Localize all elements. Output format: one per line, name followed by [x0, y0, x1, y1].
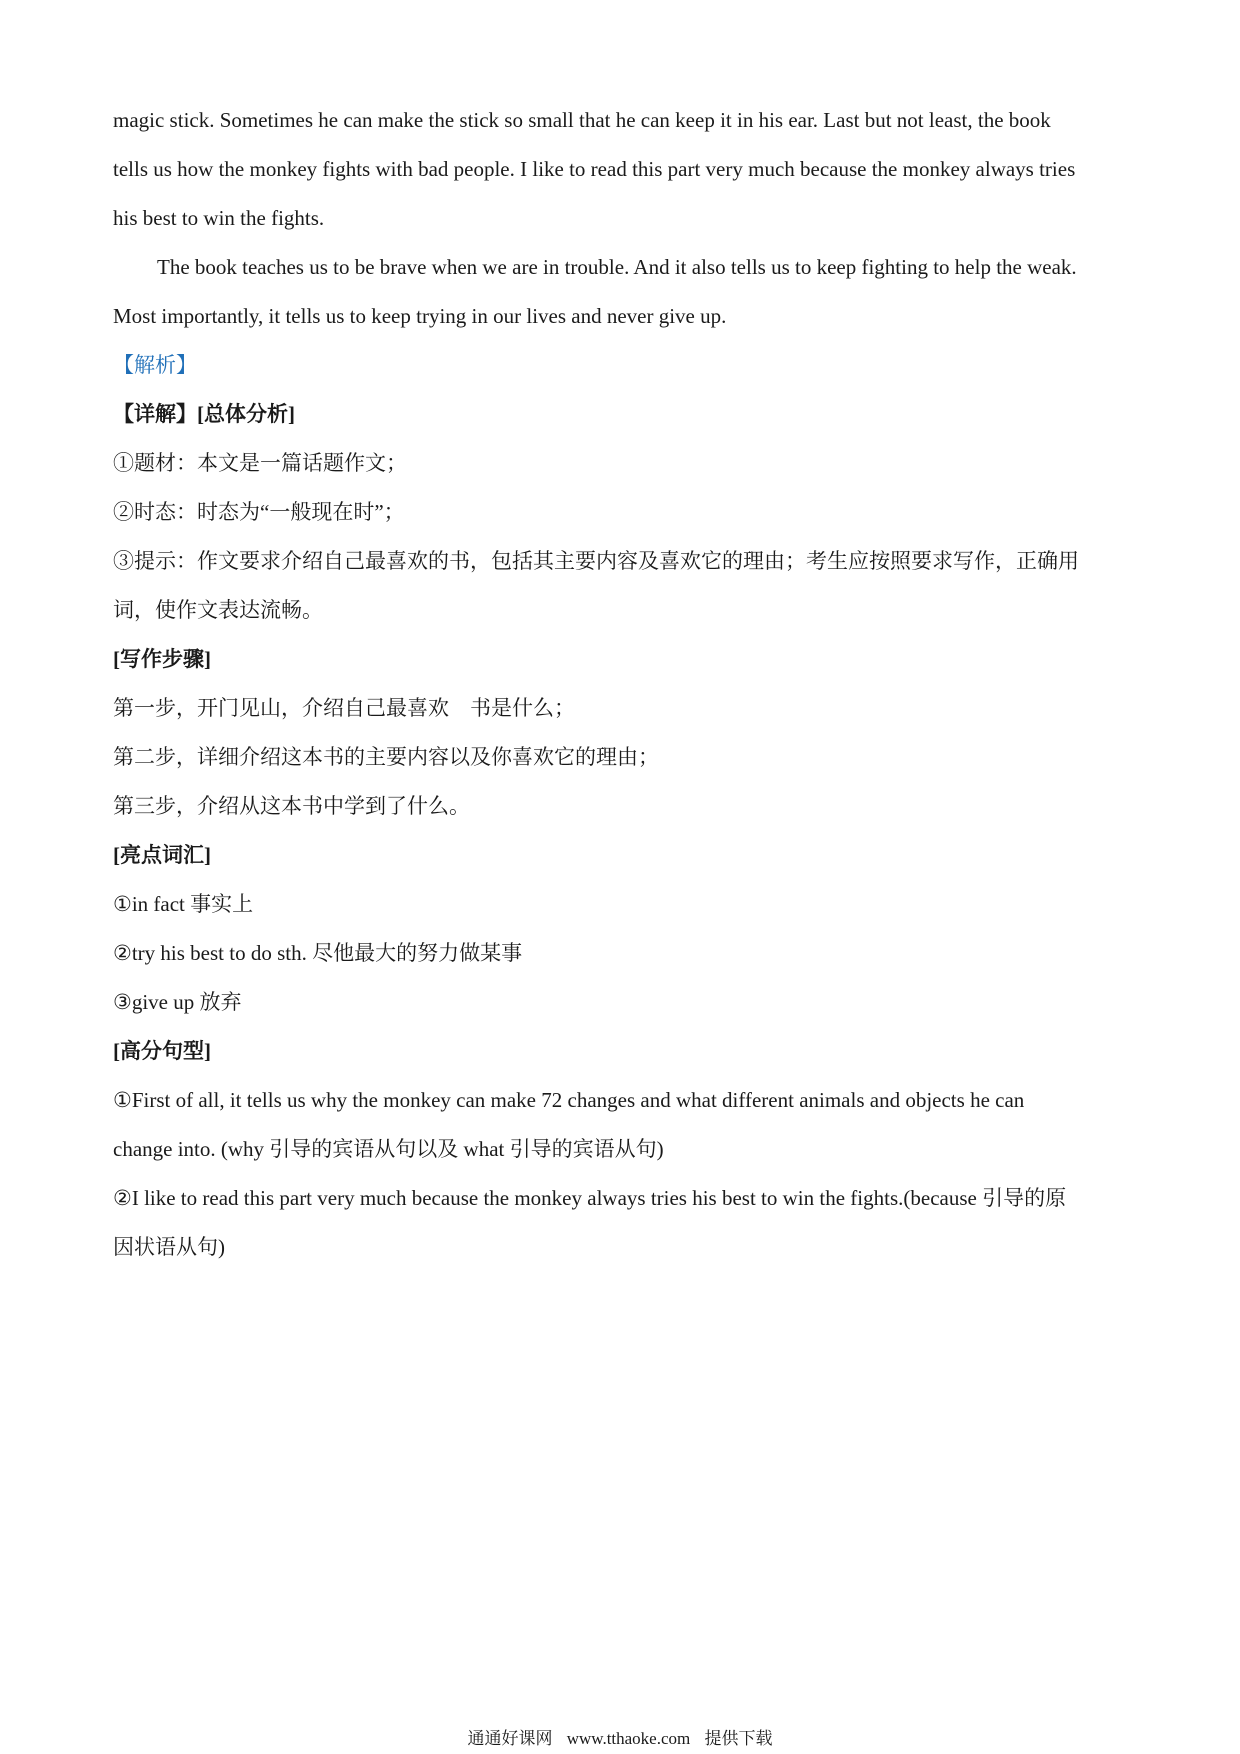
step-item: 第二步，详细介绍这本书的主要内容以及你喜欢它的理由； [113, 745, 659, 769]
overview-item: 词，使作文表达流畅。 [113, 598, 323, 622]
vocab-item: ③give up 放弃 [113, 990, 242, 1014]
step-item: 第一步，开门见山，介绍自己最喜欢 书是什么； [113, 696, 575, 720]
footer-site-name: 通通好课网 [467, 1729, 553, 1748]
overview-item: ②时态：时态为“一般现在时”； [113, 500, 405, 524]
essay-line: his best to win the fights. [113, 206, 325, 230]
detail-heading: 【详解】[总体分析] [113, 402, 295, 426]
analysis-label: 【解析】 [113, 353, 197, 377]
sentence-item: change into. (why 引导的宾语从句以及 what 引导的宾语从句) [113, 1137, 664, 1161]
overview-item: ①题材：本文是一篇话题作文； [113, 451, 407, 475]
overview-item: ③提示：作文要求介绍自己最喜欢的书，包括其主要内容及喜欢它的理由；考生应按照要求写作，正确用 [113, 549, 1079, 573]
page-footer [0, 1728, 1240, 1750]
document-body [113, 96, 1133, 1272]
essay-paragraph-2-line: Most importantly, it tells us to keep trying in our lives and never give up. [113, 304, 727, 328]
footer-tagline: 提供下载 [704, 1729, 773, 1748]
sentence-item: 因状语从句) [113, 1235, 225, 1259]
essay-line: magic stick. Sometimes he can make the stick so small that he can keep it in his ear. Last but not least, the book [113, 108, 1051, 132]
essay-paragraph-2-line: The book teaches us to be brave when we are in trouble. And it also tells us to keep fighting to help the weak. [157, 255, 1077, 279]
footer-site-url[interactable]: www.tthaoke.com [566, 1729, 691, 1748]
step-item: 第三步，介绍从这本书中学到了什么。 [113, 794, 470, 818]
essay-line: tells us how the monkey fights with bad people. I like to read this part very much because the monkey always tries [113, 157, 1076, 181]
sentences-heading: [高分句型] [113, 1039, 211, 1063]
sentence-item: ①First of all, it tells us why the monkey can make 72 changes and what different animals and objects he can [113, 1088, 1025, 1112]
vocab-item: ①in fact 事实上 [113, 892, 254, 916]
sentence-item: ②I like to read this part very much because the monkey always tries his best to win the fights.(because 引导的原 [113, 1186, 1067, 1210]
vocab-item: ②try his best to do sth. 尽他最大的努力做某事 [113, 941, 523, 965]
vocab-heading: [亮点词汇] [113, 843, 211, 867]
steps-heading: [写作步骤] [113, 647, 211, 671]
